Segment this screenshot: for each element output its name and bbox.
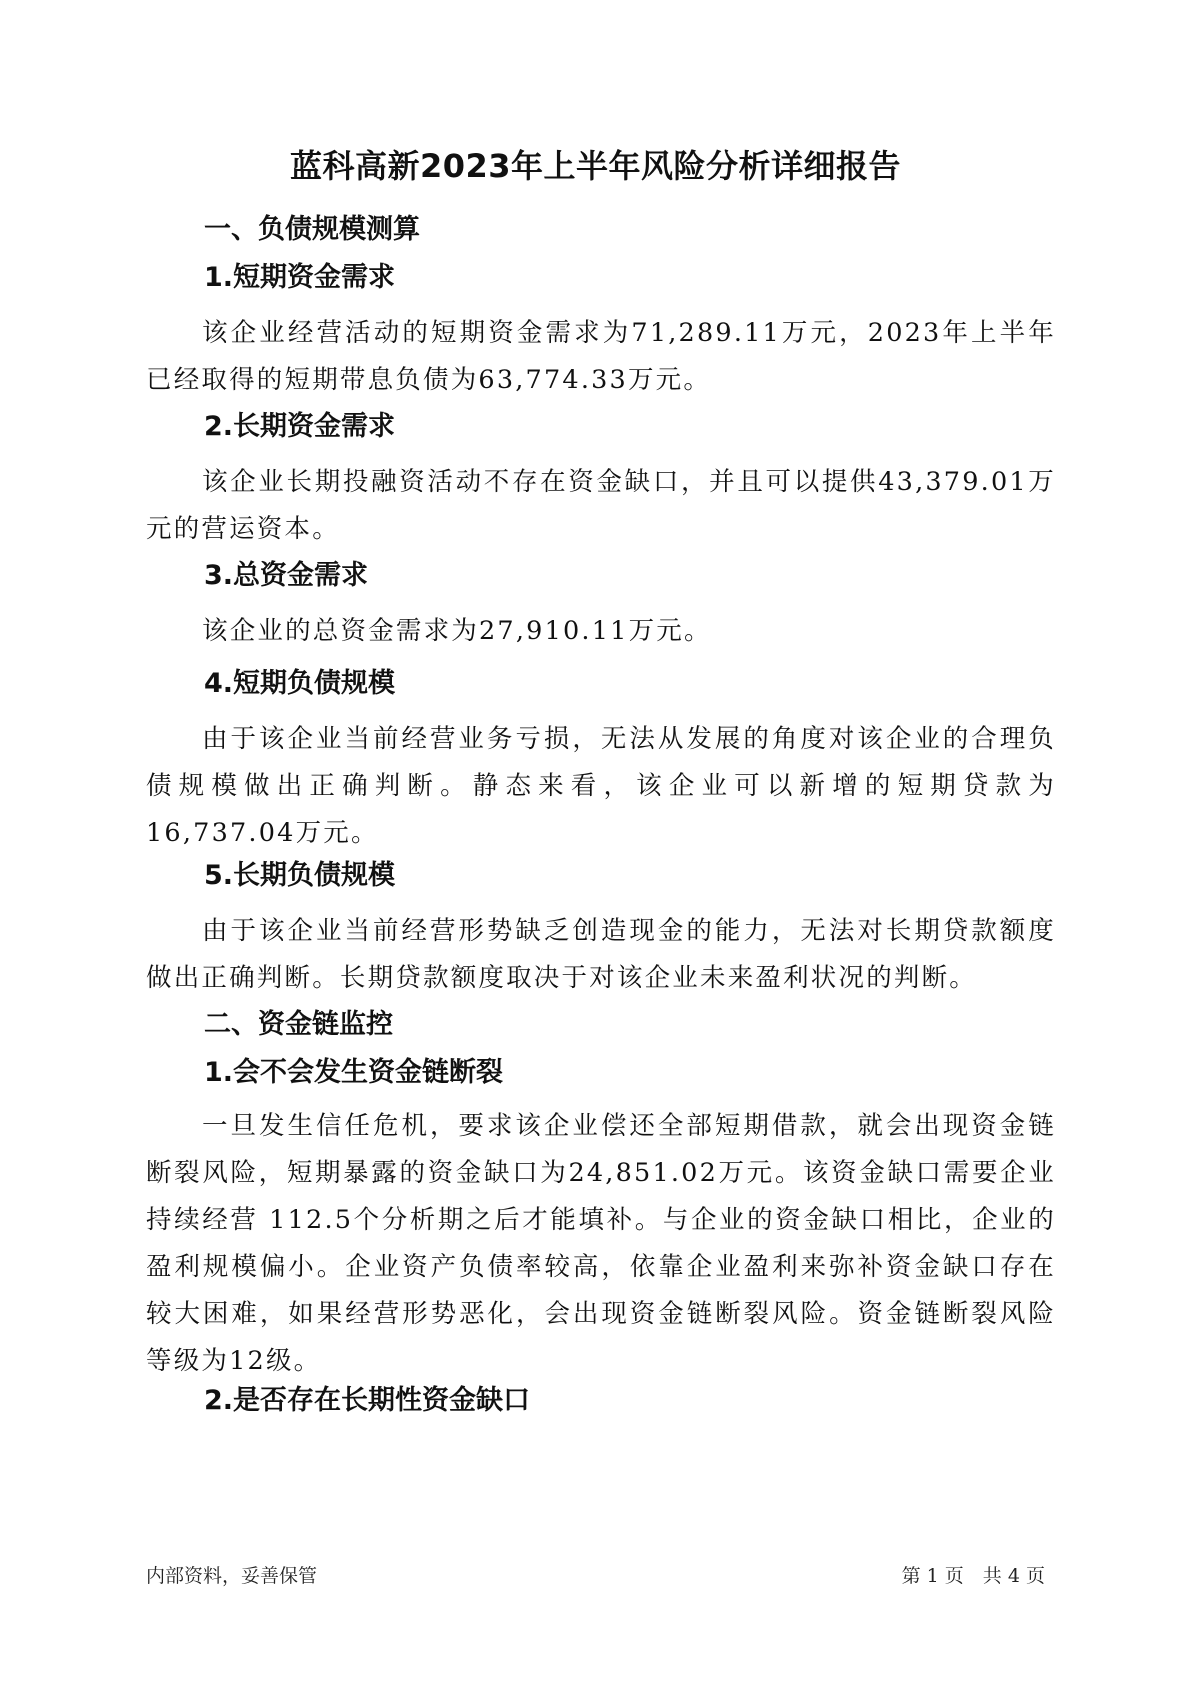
page-suffix: 页	[1025, 1565, 1045, 1587]
page-current: 1	[926, 1565, 939, 1587]
subsection-heading-short-term-debt: 4.短期负债规模	[204, 668, 396, 699]
page-mid: 页 共	[944, 1565, 1002, 1587]
paragraph-long-term-funding: 该企业长期投融资活动不存在资金缺口，并且可以提供43,379.01万元的营运资本。	[146, 467, 1056, 544]
subsection-heading-long-term-debt: 5.长期负债规模	[204, 860, 396, 891]
paragraph-short-term-funding: 该企业经营活动的短期资金需求为71,289.11万元，2023年上半年已经取得的短期带息负债为63,774.33万元。	[146, 318, 1056, 395]
footer-page-number	[902, 1562, 1045, 1590]
paragraph-short-term-debt: 由于该企业当前经营业务亏损，无法从发展的角度对该企业的合理负债规模做出正确判断。静态来看，该企业可以新增的短期贷款为16,737.04万元。	[146, 724, 1056, 848]
page-prefix: 第	[901, 1565, 921, 1587]
subsection-heading-short-term-funding: 1.短期资金需求	[204, 262, 396, 293]
paragraph-total-funding: 该企业的总资金需求为27,910.11万元。	[202, 616, 712, 646]
page-total: 4	[1007, 1565, 1020, 1587]
footer-confidential-note: 内部资料，妥善保管	[146, 1565, 318, 1587]
section-heading-capital-chain: 二、资金链监控	[204, 1009, 393, 1040]
paragraph-chain-break: 一旦发生信任危机，要求该企业偿还全部短期借款，就会出现资金链断裂风险，短期暴露的资金缺口为24,851.02万元。该资金缺口需要企业持续经营 112.5个分析期之后才能填补。与企业的资金缺口相比，企业的盈利规模偏小。企业资产负债率较高，依靠企业盈利来弥补资金缺口存在较大困难，如果经营形势恶化，会出现资金链断裂风险。资金链断裂风险等级为12级。	[146, 1111, 1056, 1376]
section-heading-debt-scale: 一、负债规模测算	[204, 214, 420, 245]
subsection-heading-long-term-funding: 2.长期资金需求	[204, 411, 396, 442]
subsection-heading-total-funding: 3.总资金需求	[204, 560, 369, 591]
document-title: 蓝科高新2023年上半年风险分析详细报告	[289, 147, 902, 185]
subsection-heading-long-term-gap: 2.是否存在长期性资金缺口	[204, 1385, 531, 1416]
paragraph-long-term-debt: 由于该企业当前经营形势缺乏创造现金的能力，无法对长期贷款额度做出正确判断。长期贷款额度取决于对该企业未来盈利状况的判断。	[146, 916, 1056, 993]
subsection-heading-chain-break: 1.会不会发生资金链断裂	[204, 1057, 504, 1088]
